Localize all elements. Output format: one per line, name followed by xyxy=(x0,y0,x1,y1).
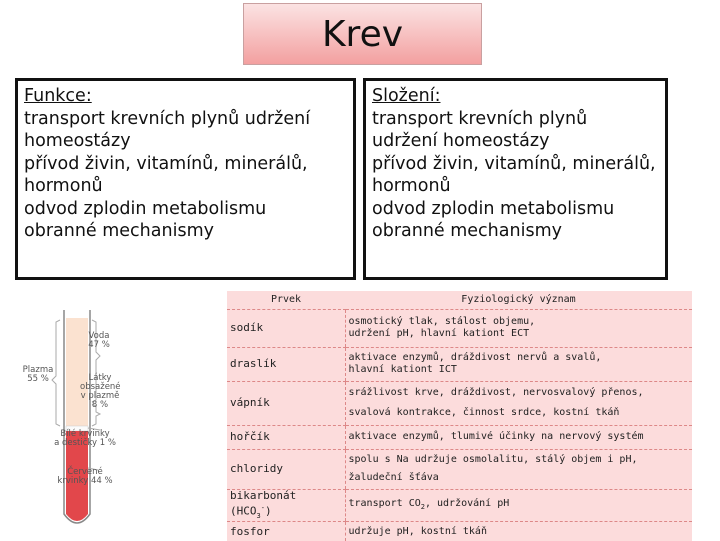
label-solutes-text: v plazmě xyxy=(80,391,120,401)
label-plasma-pct: 55 % xyxy=(27,374,49,384)
cell-element xyxy=(227,489,345,522)
electrolytes-table xyxy=(227,291,692,541)
page-title: Krev xyxy=(321,13,404,55)
sig-line: spolu s Na udržuje osmolalitu, stálý objem i pH, xyxy=(348,454,638,465)
sig-line: udržuje pH, kostní tkáň xyxy=(348,525,487,537)
cell-significance xyxy=(345,489,692,522)
cell-element: vápník xyxy=(227,381,345,425)
sig-line: srážlivost krve, dráždivost, nervosvalový přenos, xyxy=(348,387,644,398)
functions-line: homeostázy xyxy=(24,131,131,151)
label-red-text: Červené xyxy=(67,467,103,477)
composition-line: udržení homeostázy xyxy=(372,131,550,151)
sig-line: udržení pH, hlavní kationt ECT xyxy=(348,328,530,339)
composition-line: transport krevních plynů xyxy=(372,108,588,129)
sig-line: svalová kontrakce, činnost srdce, kostní tkáň xyxy=(348,407,620,418)
functions-line: odvod zplodin metabolismu xyxy=(24,198,267,219)
table-row xyxy=(227,449,692,489)
cell-significance xyxy=(345,449,692,489)
label-solutes-text: Látky xyxy=(88,373,112,383)
sig-ph: , udržování pH xyxy=(424,497,510,509)
table-header-row xyxy=(227,291,692,309)
sig-line: aktivace enzymů, tlumivé účinky na nervový systém xyxy=(348,431,644,442)
bicarbonate-sub: 3 xyxy=(256,511,261,520)
cell-element: fosfor xyxy=(230,524,270,538)
composition-line: obranné mechanismy xyxy=(372,221,562,241)
composition-box xyxy=(363,78,668,280)
label-white-text: Bílé krvinky xyxy=(60,429,110,439)
functions-box xyxy=(15,78,356,280)
cell-element: hořčík xyxy=(227,425,345,449)
composition-line: odvod zplodin metabolismu xyxy=(372,198,615,219)
label-water-text: Voda xyxy=(88,331,110,341)
cell-significance xyxy=(345,522,692,541)
sig-line: žaludeční šťáva xyxy=(348,472,439,483)
sig-co2: transport CO xyxy=(348,497,421,509)
label-red-cells xyxy=(50,468,120,486)
sig-line: hlavní kationt ICT xyxy=(348,364,457,375)
composition-line: hormonů xyxy=(372,176,451,196)
bicarbonate-sup: - xyxy=(260,503,265,512)
sig-co2-sub: 2 xyxy=(420,502,425,511)
label-water-pct: 47 % xyxy=(88,340,110,350)
cell-significance xyxy=(345,425,692,449)
label-plasma-text: Plazma xyxy=(22,365,54,375)
cell-significance xyxy=(345,381,692,425)
label-plasma xyxy=(22,366,54,384)
label-water xyxy=(86,332,112,350)
table-row xyxy=(227,381,692,425)
label-red-text: krvinky 44 % xyxy=(57,476,113,486)
composition-line: přívod živin, vitamínů, minerálů, xyxy=(372,153,656,174)
test-tube-diagram xyxy=(22,296,222,534)
label-white-cells xyxy=(50,430,120,448)
functions-line: obranné mechanismy xyxy=(24,221,214,241)
table-row xyxy=(227,309,692,347)
header-significance: Fyziologický význam xyxy=(345,291,692,309)
functions-line: transport krevních plynů udržení xyxy=(24,108,311,129)
cell-element: draslík xyxy=(227,347,345,381)
sig-line: osmotický tlak, stálost objemu, xyxy=(348,316,536,327)
label-solutes xyxy=(80,374,120,410)
blood-tube-figure xyxy=(22,296,222,534)
cell-element: sodík xyxy=(227,309,345,347)
bicarbonate-formula: bikarbonát (HCO xyxy=(230,489,297,518)
cell-significance xyxy=(345,347,692,381)
composition-heading: Složení: xyxy=(372,86,441,106)
functions-heading: Funkce: xyxy=(24,86,92,106)
table-row xyxy=(227,347,692,381)
bicarbonate-paren: ) xyxy=(264,504,272,518)
table-row xyxy=(227,425,692,449)
table-row xyxy=(227,522,692,541)
label-solutes-text: obsažené xyxy=(80,382,121,392)
table-row xyxy=(227,489,692,522)
label-white-text: a destičky 1 % xyxy=(54,438,116,448)
label-solutes-pct: 8 % xyxy=(91,400,109,410)
cell-significance xyxy=(345,309,692,347)
functions-line: hormonů xyxy=(24,176,103,196)
title-banner xyxy=(243,3,482,65)
cell-element: chloridy xyxy=(227,449,345,489)
header-element: Prvek xyxy=(227,291,345,309)
sig-line: aktivace enzymů, dráždivost nervů a svalů, xyxy=(348,352,602,363)
functions-line: přívod živin, vitamínů, minerálů, xyxy=(24,153,308,174)
